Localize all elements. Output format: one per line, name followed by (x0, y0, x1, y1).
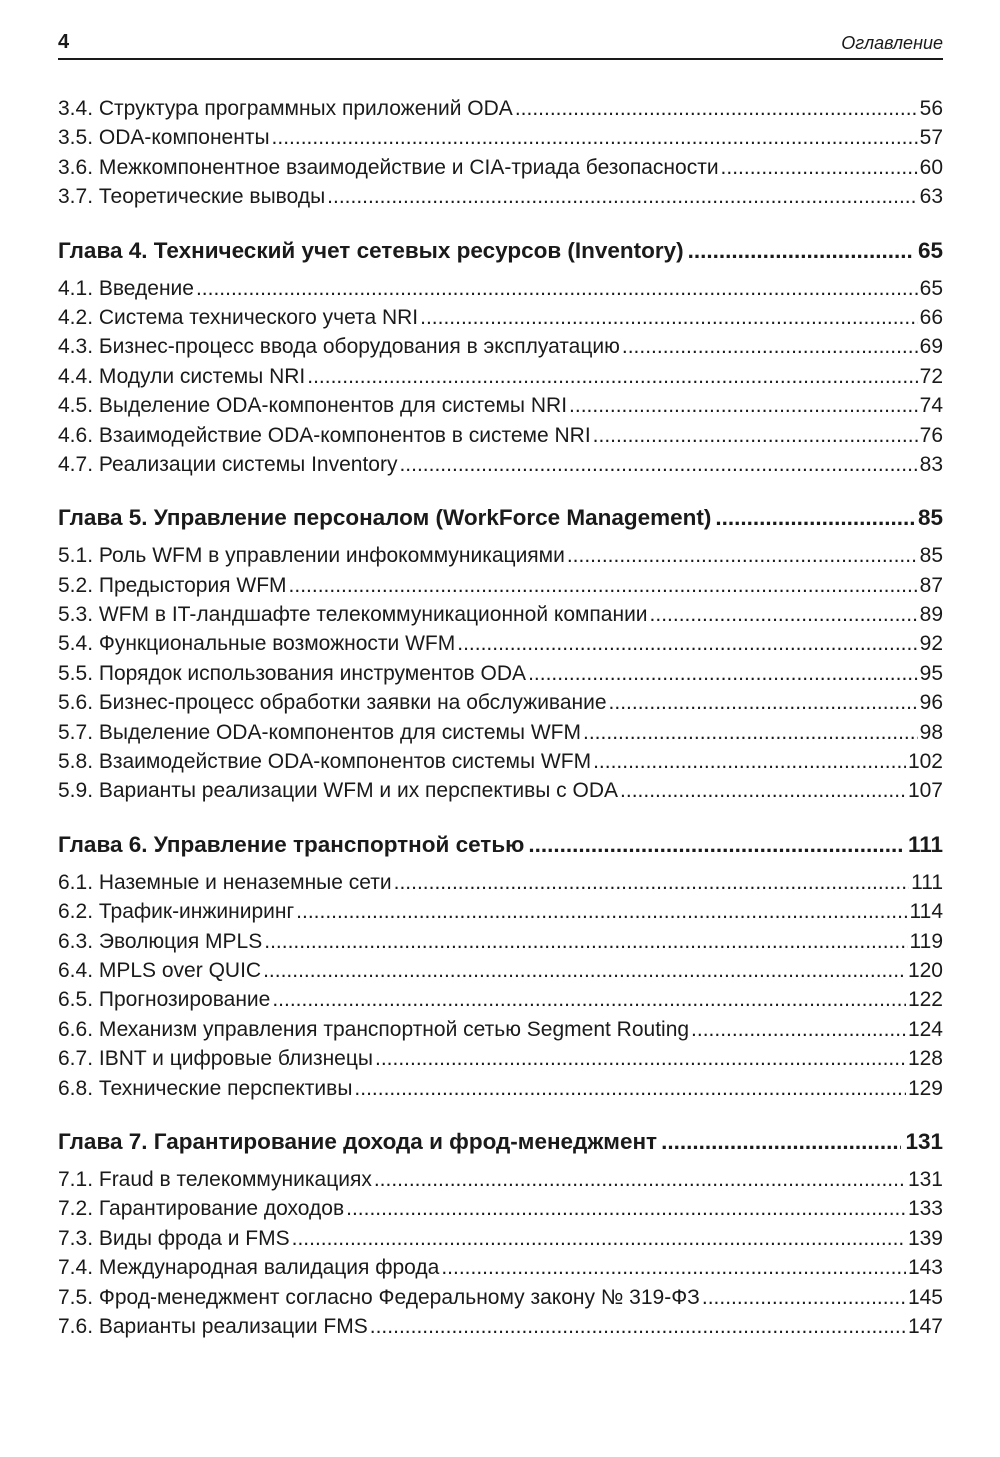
toc-entry-title: 5.8. Взаимодействие ODA-компонентов системы WFM (58, 750, 592, 774)
leader-dots (702, 1283, 906, 1312)
leader-dots (593, 421, 918, 450)
leader-dots (370, 1312, 906, 1341)
toc-entry (58, 1194, 943, 1223)
toc-entry-page: 56 (919, 97, 943, 120)
toc-entry-title: 3.4. Структура программных приложений ODA (58, 97, 513, 120)
toc-entry-title: 5.7. Выделение ODA-компонентов для системы WFM (58, 720, 582, 744)
toc-entry-page: 57 (919, 126, 943, 150)
toc-entry-page: 83 (919, 452, 943, 476)
toc-entry (58, 868, 943, 897)
page-header (58, 30, 943, 60)
toc-entry-title: 5.2. Предыстория WFM (58, 573, 287, 597)
leader-dots (620, 776, 906, 805)
leader-dots (567, 541, 918, 570)
chapter-page: 85 (917, 505, 943, 531)
toc-entry-page: 74 (919, 394, 943, 418)
leader-dots (661, 1125, 901, 1159)
toc-entry-page: 66 (919, 305, 943, 329)
toc-entry-page: 111 (911, 870, 943, 894)
toc-entry (58, 1312, 943, 1341)
toc-entry-page: 63 (919, 185, 943, 209)
toc-entry-title: 4.6. Взаимодействие ODA-компонентов в системе NRI (58, 423, 591, 447)
leader-dots (528, 659, 918, 688)
toc-entry-page: 72 (919, 364, 943, 388)
toc-entry (58, 659, 943, 688)
toc-entry-page: 119 (909, 929, 943, 953)
toc-entry-title: 6.8. Технические перспективы (58, 1076, 353, 1100)
toc-entry-title: 4.4. Модули системы NRI (58, 364, 306, 388)
toc-entry-page: 76 (919, 423, 943, 447)
toc-entry-page: 122 (907, 988, 943, 1012)
toc-entry-title: 7.2. Гарантирование доходов (58, 1197, 345, 1221)
toc-chapter-heading (58, 828, 943, 862)
chapter-page: 65 (917, 237, 943, 263)
toc-entry (58, 1044, 943, 1073)
table-of-contents (58, 94, 943, 1341)
leader-dots (441, 1253, 906, 1282)
toc-entry (58, 1074, 943, 1103)
toc-entry-page: 69 (919, 335, 943, 359)
leader-dots (263, 956, 906, 985)
leader-dots (622, 332, 918, 361)
chapter-title: Глава 4. Технический учет сетевых ресурсов (Inventory) (58, 237, 684, 263)
toc-entry-page: 145 (907, 1285, 943, 1309)
toc-entry-title: 6.2. Трафик-инжиниринг (58, 900, 295, 924)
toc-entry (58, 153, 943, 182)
toc-entry-page: 133 (907, 1197, 943, 1221)
toc-entry-title: 6.5. Прогнозирование (58, 988, 271, 1012)
toc-entry (58, 688, 943, 717)
leader-dots (715, 501, 914, 535)
leader-dots (515, 94, 918, 123)
toc-entry-page: 65 (919, 276, 943, 300)
toc-entry (58, 362, 943, 391)
toc-entry (58, 985, 943, 1014)
toc-entry-page: 139 (907, 1226, 943, 1250)
toc-entry-title: 5.6. Бизнес-процесс обработки заявки на обслуживание (58, 691, 607, 715)
toc-entry-title: 6.6. Механизм управления транспортной сетью Segment Routing (58, 1017, 690, 1041)
toc-entry-page: 147 (907, 1314, 943, 1338)
toc-entry-page: 95 (919, 661, 943, 685)
leader-dots (593, 747, 906, 776)
chapter-page: 131 (905, 1128, 943, 1154)
toc-entry-page: 87 (919, 573, 943, 597)
toc-entry-page: 128 (907, 1047, 943, 1071)
toc-entry (58, 421, 943, 450)
toc-entry (58, 303, 943, 332)
toc-entry-title: 4.7. Реализации системы Inventory (58, 452, 398, 476)
toc-entry-title: 7.3. Виды фрода и FMS (58, 1226, 290, 1250)
leader-dots (296, 897, 907, 926)
toc-entry-page: 60 (919, 155, 943, 179)
leader-dots (583, 718, 918, 747)
toc-entry-title: 4.1. Введение (58, 276, 194, 300)
toc-entry (58, 391, 943, 420)
toc-chapter-heading (58, 234, 943, 268)
chapter-title: Глава 5. Управление персоналом (WorkForce Management) (58, 505, 712, 531)
toc-entry (58, 927, 943, 956)
toc-entry (58, 1165, 943, 1194)
leader-dots (394, 868, 909, 897)
toc-entry-title: 3.7. Теоретические выводы (58, 185, 326, 209)
toc-entry-title: 6.4. MPLS over QUIC (58, 958, 262, 982)
toc-entry (58, 274, 943, 303)
toc-entry-title: 5.5. Порядок использования инструментов ODA (58, 661, 527, 685)
toc-entry (58, 1224, 943, 1253)
running-title: Оглавление (841, 33, 943, 53)
leader-dots (289, 571, 918, 600)
toc-entry-page: 98 (919, 720, 943, 744)
toc-entry (58, 718, 943, 747)
toc-entry-page: 92 (919, 632, 943, 656)
toc-chapter-heading (58, 501, 943, 535)
toc-chapter-heading (58, 1125, 943, 1159)
toc-entry-page: 96 (919, 691, 943, 715)
toc-entry (58, 541, 943, 570)
toc-entry-page: 89 (919, 603, 943, 627)
toc-entry (58, 600, 943, 629)
leader-dots (609, 688, 918, 717)
toc-entry-title: 4.5. Выделение ODA-компонентов для системы NRI (58, 394, 568, 418)
toc-entry-page: 107 (907, 779, 943, 803)
leader-dots (272, 985, 906, 1014)
leader-dots (272, 123, 918, 152)
page-number: 4 (58, 31, 70, 53)
toc-entry-title: 6.3. Эволюция MPLS (58, 929, 263, 953)
leader-dots (346, 1194, 906, 1223)
leader-dots (688, 234, 914, 268)
toc-entry (58, 1253, 943, 1282)
toc-entry (58, 747, 943, 776)
toc-entry-title: 4.2. Система технического учета NRI (58, 305, 419, 329)
toc-entry-title: 7.5. Фрод-менеджмент согласно Федеральному закону № 319-ФЗ (58, 1285, 700, 1309)
toc-entry-title: 5.4. Функциональные возможности WFM (58, 632, 456, 656)
leader-dots (399, 450, 917, 479)
leader-dots (354, 1074, 906, 1103)
toc-entry-page: 124 (907, 1017, 943, 1041)
leader-dots (375, 1044, 906, 1073)
toc-entry (58, 182, 943, 211)
chapter-title: Глава 6. Управление транспортной сетью (58, 831, 525, 857)
leader-dots (327, 182, 917, 211)
toc-entry-title: 7.4. Международная валидация фрода (58, 1256, 440, 1280)
leader-dots (264, 927, 907, 956)
toc-entry (58, 332, 943, 361)
chapter-title: Глава 7. Гарантирование дохода и фрод-менеджмент (58, 1128, 658, 1154)
leader-dots (420, 303, 918, 332)
toc-entry-title: 6.7. IBNT и цифровые близнецы (58, 1047, 373, 1071)
toc-entry (58, 123, 943, 152)
toc-entry (58, 1015, 943, 1044)
toc-entry-title: 3.6. Межкомпонентное взаимодействие и CIA-триада безопасности (58, 155, 719, 179)
toc-entry-page: 102 (907, 750, 943, 774)
toc-entry-page: 131 (907, 1167, 943, 1191)
toc-entry (58, 450, 943, 479)
leader-dots (650, 600, 918, 629)
leader-dots (374, 1165, 906, 1194)
leader-dots (292, 1224, 906, 1253)
toc-entry-title: 7.6. Варианты реализации FMS (58, 1314, 368, 1338)
leader-dots (528, 828, 904, 862)
toc-entry-page: 143 (907, 1256, 943, 1280)
leader-dots (569, 391, 918, 420)
toc-entry-page: 85 (919, 544, 943, 568)
toc-entry (58, 1283, 943, 1312)
toc-entry-title: 5.3. WFM в IT-ландшафте телекоммуникационной компании (58, 603, 648, 627)
toc-entry-page: 120 (907, 958, 943, 982)
toc-entry (58, 956, 943, 985)
toc-entry (58, 571, 943, 600)
leader-dots (307, 362, 917, 391)
toc-entry-title: 7.1. Fraud в телекоммуникациях (58, 1167, 372, 1191)
toc-entry-title: 6.1. Наземные и неназемные сети (58, 870, 392, 894)
toc-entry (58, 94, 943, 123)
toc-entry-title: 4.3. Бизнес-процесс ввода оборудования в эксплуатацию (58, 335, 620, 359)
leader-dots (457, 629, 917, 658)
leader-dots (196, 274, 918, 303)
toc-entry-page: 129 (907, 1076, 943, 1100)
leader-dots (691, 1015, 906, 1044)
leader-dots (721, 153, 918, 182)
chapter-page: 111 (907, 831, 943, 857)
toc-entry-title: 5.1. Роль WFM в управлении инфокоммуникациями (58, 544, 565, 568)
toc-entry-page: 114 (909, 900, 943, 924)
toc-entry-title: 5.9. Варианты реализации WFM и их перспективы с ODA (58, 779, 619, 803)
toc-entry (58, 629, 943, 658)
toc-entry (58, 897, 943, 926)
toc-entry-title: 3.5. ODA-компоненты (58, 126, 270, 150)
toc-entry (58, 776, 943, 805)
